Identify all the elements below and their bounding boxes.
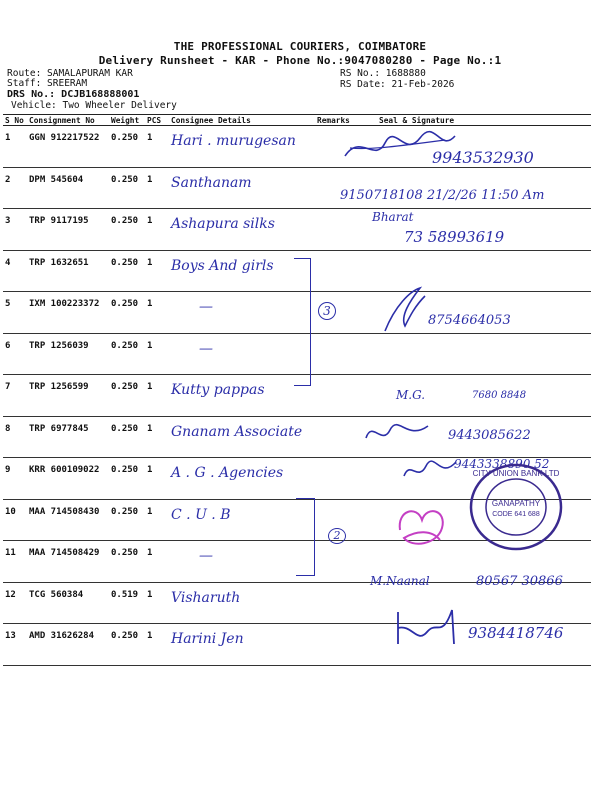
sig-phone-9: 9443338890 52 — [454, 457, 550, 471]
consignment-no: IXM 100223372 — [27, 292, 109, 334]
signature-scribble-5 — [380, 286, 430, 336]
consignee: Hari . murugesan — [169, 126, 315, 168]
consignee: — — [169, 333, 315, 375]
sig-phone-3: 73 58993619 — [404, 228, 505, 246]
signature-scribble-13 — [392, 604, 462, 650]
weight: 0.250 — [109, 375, 145, 417]
col-remarks: Remarks — [315, 115, 365, 126]
consignment-no: KRR 600109022 — [27, 458, 109, 500]
signature-scribble-9 — [400, 456, 460, 486]
consignment-no: TCG 560384 — [27, 582, 109, 624]
consignment-no: GGN 912217522 — [27, 126, 109, 168]
pcs: 1 — [145, 167, 169, 209]
pcs: 1 — [145, 458, 169, 500]
pcs: 1 — [145, 582, 169, 624]
sno: 3 — [3, 209, 27, 251]
consignment-no: TRP 1256599 — [27, 375, 109, 417]
pcs: 1 — [145, 416, 169, 458]
stamp-branch: CODE 641 688 — [492, 511, 540, 518]
pcs: 1 — [145, 624, 169, 666]
sno: 13 — [3, 624, 27, 666]
pcs: 1 — [145, 499, 169, 541]
magenta-signature — [392, 500, 452, 552]
col-signature: Seal & Signature — [365, 115, 591, 126]
weight: 0.250 — [109, 250, 145, 292]
drs-number: DRS No.: DCJB168888001 — [7, 89, 140, 100]
sno: 10 — [3, 499, 27, 541]
pcs: 1 — [145, 541, 169, 583]
signature-scribble-8 — [362, 416, 432, 448]
consignment-no: AMD 31626284 — [27, 624, 109, 666]
weight: 0.250 — [109, 499, 145, 541]
stamp-place: GANAPATHY — [491, 499, 541, 508]
consignee: Harini Jen — [169, 624, 315, 666]
consignee: Visharuth — [169, 582, 315, 624]
sno: 4 — [3, 250, 27, 292]
table-header-row — [3, 115, 591, 126]
sno: 1 — [3, 126, 27, 168]
pcs: 1 — [145, 126, 169, 168]
vehicle-label: Vehicle: Two Wheeler Delivery — [11, 100, 177, 111]
sig-phone-7: 7680 8848 — [472, 390, 527, 401]
sig-phone-13: 9384418746 — [468, 624, 564, 642]
group-bracket-2 — [296, 498, 315, 576]
sno: 12 — [3, 582, 27, 624]
sno: 8 — [3, 416, 27, 458]
consignee: — — [169, 292, 315, 334]
sig-phone-12: 80567 30866 — [476, 574, 563, 589]
sig-phone-8: 9443085622 — [448, 428, 531, 443]
weight: 0.250 — [109, 333, 145, 375]
stamp-text: CITY UNION BANK LTD — [472, 469, 560, 478]
consignment-no: TRP 1632651 — [27, 250, 109, 292]
weight: 0.250 — [109, 458, 145, 500]
consignment-no: DPM 545604 — [27, 167, 109, 209]
consignee: A . G . Agencies — [169, 458, 315, 500]
weight: 0.250 — [109, 126, 145, 168]
bank-stamp — [468, 462, 564, 552]
consignment-no: MAA 714508430 — [27, 499, 109, 541]
sno: 11 — [3, 541, 27, 583]
runsheet-subtitle: Delivery Runsheet - KAR - Phone No.:9047080280 - Page No.:1 — [98, 54, 502, 67]
sno: 7 — [3, 375, 27, 417]
sig-phone-2: 9150718108 21/2/26 11:50 Am — [340, 188, 545, 203]
consignment-no: MAA 714508429 — [27, 541, 109, 583]
consignment-no: TRP 1256039 — [27, 333, 109, 375]
pcs: 1 — [145, 250, 169, 292]
consignee: Ashapura silks — [169, 209, 315, 251]
sig-name-3: Bharat — [372, 210, 414, 224]
weight: 0.250 — [109, 416, 145, 458]
consignment-no: TRP 9117195 — [27, 209, 109, 251]
pcs: 1 — [145, 209, 169, 251]
rs-date: RS Date: 21-Feb-2026 — [340, 79, 455, 90]
weight: 0.250 — [109, 209, 145, 251]
weight: 0.250 — [109, 541, 145, 583]
col-sno: S No — [3, 115, 27, 126]
consignee: Gnanam Associate — [169, 416, 315, 458]
consignment-no: TRP 6977845 — [27, 416, 109, 458]
sno: 5 — [3, 292, 27, 334]
consignee: — — [169, 541, 315, 583]
consignee: Boys And girls — [169, 250, 315, 292]
consignee: Santhanam — [169, 167, 315, 209]
group-bracket-1 — [294, 258, 311, 386]
sig-phone-5: 8754664053 — [428, 313, 511, 328]
weight: 0.250 — [109, 167, 145, 209]
col-consignee: Consignee Details — [169, 115, 315, 126]
weight: 0.250 — [109, 292, 145, 334]
pcs: 1 — [145, 292, 169, 334]
sno: 2 — [3, 167, 27, 209]
group-count-2: 2 — [328, 528, 346, 544]
col-consignment: Consignment No — [27, 115, 109, 126]
sno: 9 — [3, 458, 27, 500]
sig-name-12: M.Naanal — [370, 574, 430, 588]
weight: 0.519 — [109, 582, 145, 624]
col-pcs: PCS — [145, 115, 169, 126]
consignee: C . U . B — [169, 499, 315, 541]
pcs: 1 — [145, 333, 169, 375]
company-title: THE PROFESSIONAL COURIERS, COIMBATORE — [173, 40, 427, 53]
weight: 0.250 — [109, 624, 145, 666]
sig-initials-7: M.G. — [396, 388, 426, 402]
rs-number: RS No.: 1688880 — [340, 68, 426, 79]
route-label: Route: SAMALAPURAM KAR — [7, 68, 133, 79]
sig-phone-1: 9943532930 — [432, 148, 534, 167]
group-count-1: 3 — [318, 302, 336, 320]
sno: 6 — [3, 333, 27, 375]
pcs: 1 — [145, 375, 169, 417]
consignee: Kutty pappas — [169, 375, 315, 417]
col-weight: Weight — [109, 115, 145, 126]
staff-label: Staff: SREERAM — [7, 78, 88, 89]
